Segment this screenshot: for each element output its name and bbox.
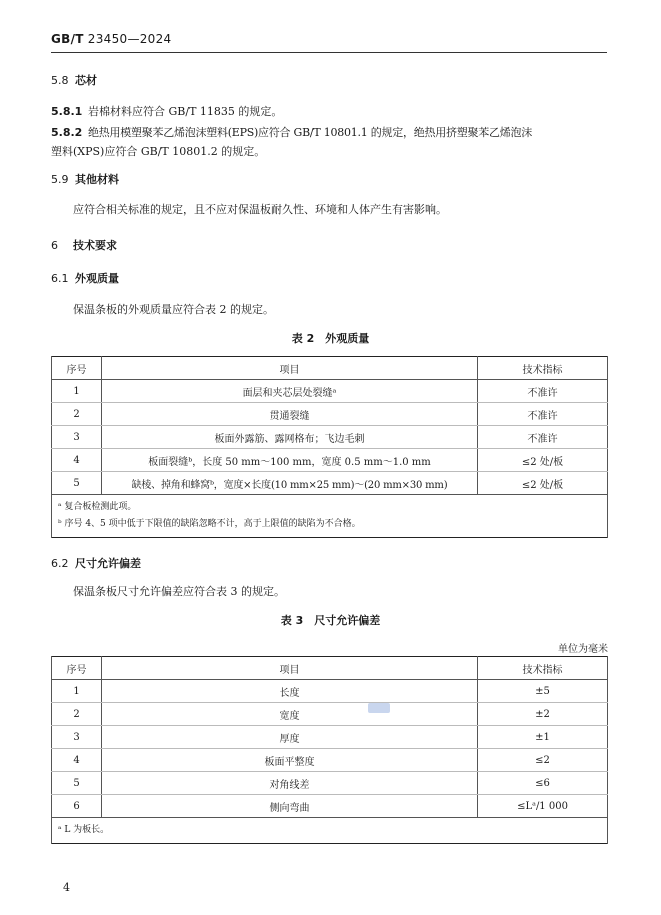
table-3-caption: 表 3 尺寸允许偏差 [280,614,381,627]
table-cell: 4 [52,449,102,472]
clause-5-8-2-cont: 塑料(XPS)应符合 GB/T 10801.2 的规定。 [51,145,266,158]
table-cell: 不准许 [478,403,608,426]
table-notes-row [52,495,608,538]
table-cell: ≤2 处/板 [478,449,608,472]
page-number: 4 [63,881,70,894]
table-header-row [52,657,608,680]
table-row [52,703,608,726]
table-2-caption: 表 2 外观质量 [291,332,370,345]
table-row [52,726,608,749]
table-cell: 侧向弯曲 [102,795,478,818]
table-row [52,380,608,403]
table-cell: 面层和夹芯层处裂缝ᵃ [102,380,478,403]
heading-6-2: 6.2 尺寸允许偏差 [51,557,141,570]
watermark-stamp [368,703,390,713]
column-header: 项目 [102,357,478,380]
table-row [52,772,608,795]
table-3 [51,656,608,844]
footnote-b: ᵇ 序号 4、5 项中低于下限值的缺陷忽略不计，高于上限值的缺陷为不合格。 [58,519,361,529]
paragraph-6-1: 保温条板的外观质量应符合表 2 的规定。 [73,303,274,316]
clause-5-8-1: 5.8.1 岩棉材料应符合 GB/T 11835 的规定。 [51,105,283,118]
table-cell: 4 [52,749,102,772]
table-header-row [52,357,608,380]
column-header: 序号 [52,357,102,380]
table-cell: 5 [52,472,102,495]
table-cell: 贯通裂缝 [102,403,478,426]
table-cell: ≤2 [478,749,608,772]
paragraph-5-9: 应符合相关标准的规定，且不应对保温板耐久性、环境和人体产生有害影响。 [73,203,447,216]
table-cell: 2 [52,403,102,426]
footnote-a: ᵃ 复合板检测此项。 [58,502,137,512]
table-row [52,680,608,703]
table-cell: 1 [52,380,102,403]
table-notes [52,495,608,538]
heading-6: 6 技术要求 [51,239,117,252]
column-header: 技术指标 [478,657,608,680]
table-row [52,795,608,818]
table-row [52,472,608,495]
table-row [52,749,608,772]
table-cell: 3 [52,726,102,749]
table-cell: 板面平整度 [102,749,478,772]
document-header [51,32,171,46]
clause-5-8-2: 5.8.2 绝热用模塑聚苯乙烯泡沫塑料(EPS)应符合 GB/T 10801.1 的规定，绝热用挤塑聚苯乙烯泡沫 [51,126,532,139]
table-2 [51,356,608,538]
column-header: 序号 [52,657,102,680]
table-cell: 缺棱、掉角和蜂窝ᵇ，宽度×长度(10 mm×25 mm)～(20 mm×30 mm) [102,472,478,495]
standard-code: GB/T [51,32,84,46]
table-cell: 2 [52,703,102,726]
heading-5-9: 5.9 其他材料 [51,173,119,186]
table-row [52,426,608,449]
table-cell: ±1 [478,726,608,749]
table-cell: 1 [52,680,102,703]
table-cell: 3 [52,426,102,449]
table-cell: 不准许 [478,426,608,449]
table-notes [52,818,608,844]
table-cell: 厚度 [102,726,478,749]
table-cell: ±5 [478,680,608,703]
table-cell: ≤2 处/板 [478,472,608,495]
paragraph-6-2: 保温条板尺寸允许偏差应符合表 3 的规定。 [73,585,285,598]
table-cell: 板面外露筋、露网格布；飞边毛刺 [102,426,478,449]
table-notes-row [52,818,608,844]
table-cell: 板面裂缝ᵇ，长度 50 mm～100 mm，宽度 0.5 mm～1.0 mm [102,449,478,472]
table-cell: 6 [52,795,102,818]
table-cell: 宽度 [102,703,478,726]
table-row [52,403,608,426]
table-cell: 长度 [102,680,478,703]
table-cell: 5 [52,772,102,795]
footnote-a: ᵃ L 为板长。 [58,825,110,835]
column-header: 项目 [102,657,478,680]
table-row [52,449,608,472]
heading-6-1: 6.1 外观质量 [51,272,119,285]
table-cell: ±2 [478,703,608,726]
header-rule [51,52,607,53]
table-cell: 对角线差 [102,772,478,795]
heading-5-8: 5.8 芯材 [51,74,97,87]
table-cell: 不准许 [478,380,608,403]
column-header: 技术指标 [478,357,608,380]
table-cell: ≤Lᵃ/1 000 [478,795,608,818]
unit-note: 单位为毫米 [558,644,608,655]
table-cell: ≤6 [478,772,608,795]
standard-number: 23450—2024 [87,32,172,46]
